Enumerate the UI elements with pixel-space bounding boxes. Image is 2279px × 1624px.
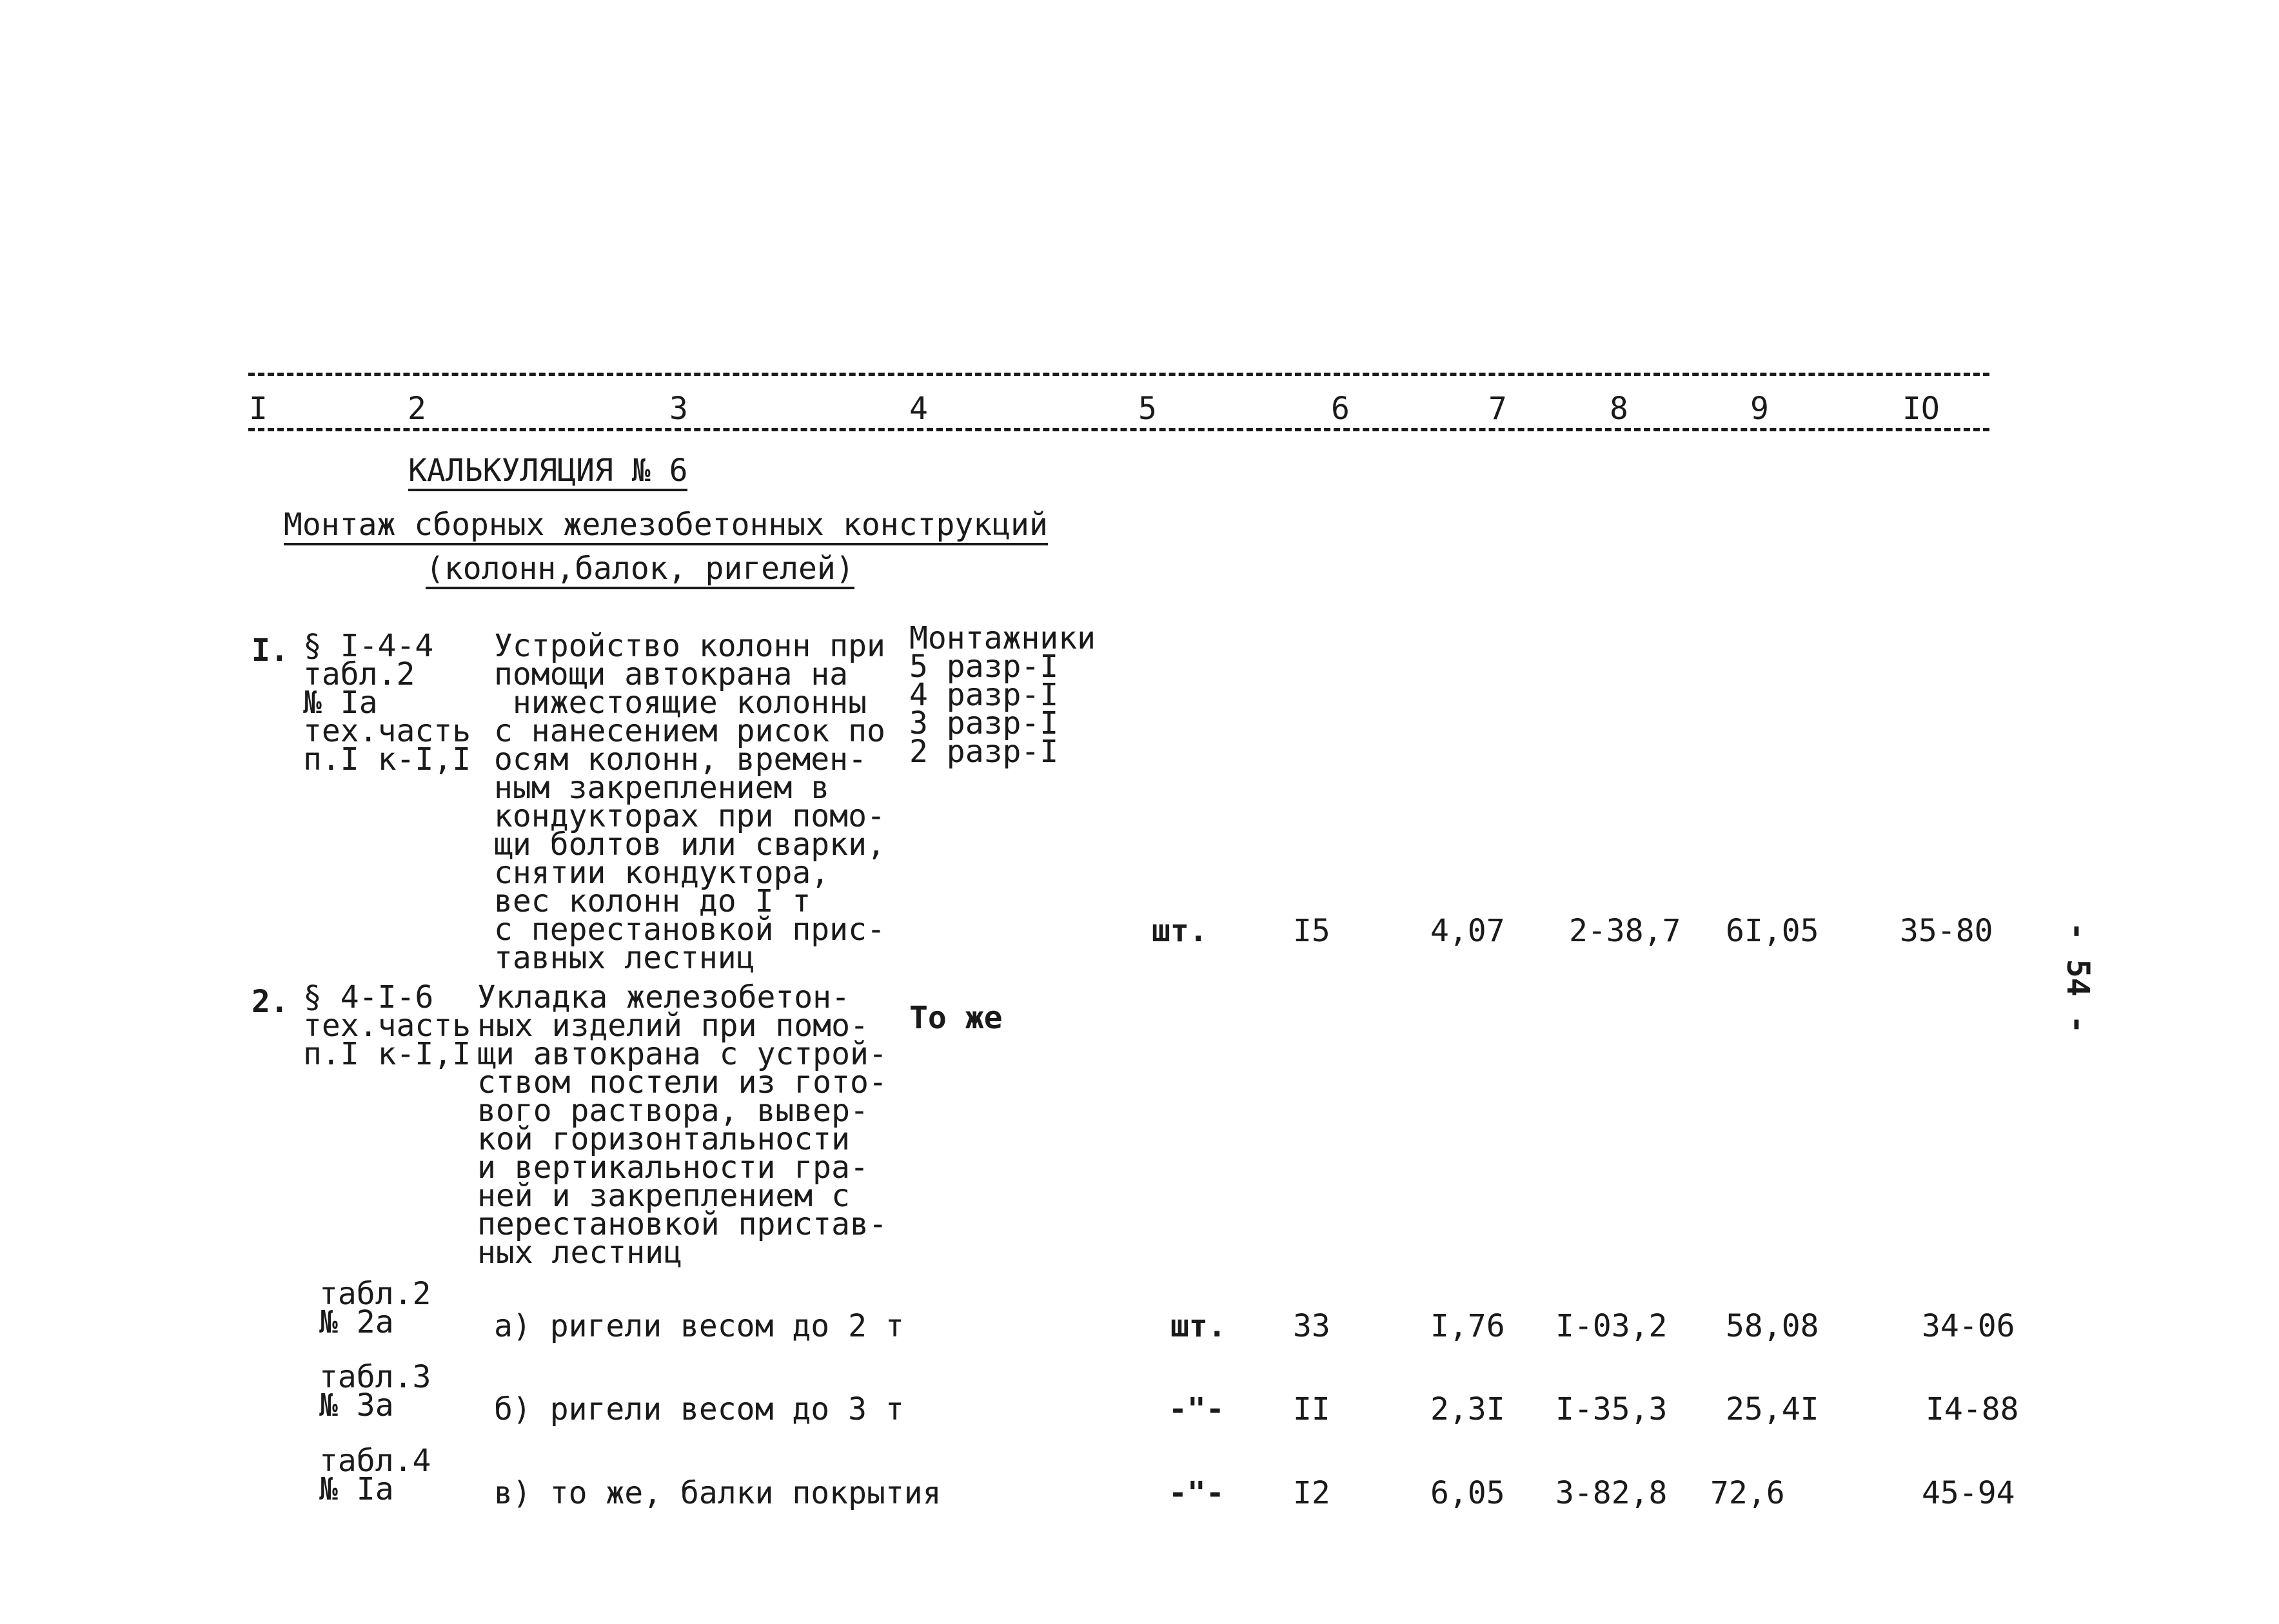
subrow-c-unit: -"-: [1169, 1475, 1225, 1511]
column-header-1: I: [249, 391, 268, 427]
row2-workers: То же: [909, 1000, 1003, 1036]
subrow-a-unit: шт.: [1170, 1308, 1227, 1344]
row1-cost: 35-80: [1900, 913, 1993, 949]
subrow-b-unit: -"-: [1169, 1391, 1225, 1427]
column-header-6: 6: [1331, 391, 1350, 427]
row2-number: 2.: [252, 984, 289, 1020]
row1-reference: § I-4-4 табл.2 № Iа тех.часть п.I к-I,I: [303, 628, 471, 778]
subrow-b-cost: I4-88: [1926, 1391, 2019, 1427]
subrow-a-quantity: 33: [1293, 1308, 1330, 1344]
row1-description: Устройство колонн при помощи автокрана на нижестоящие колонны с нанесением рисок по осям колонн, времен- ным закреплением в кондукторах при помо- щи болтов или сварки, снятии кондуктора, вес колонн до I т с перестановкой прис- тавных лестниц: [494, 628, 885, 976]
subrow-a-reference: табл.2 № 2а: [319, 1276, 431, 1340]
subrow-b-labor: 25,4I: [1726, 1391, 1819, 1427]
subrow-b-description: б) ригели весом до 3 т: [494, 1391, 904, 1427]
column-header-4: 4: [909, 391, 928, 427]
subrow-a-labor: 58,08: [1726, 1308, 1819, 1344]
column-header-10: IO: [1902, 391, 1940, 427]
column-header-7: 7: [1488, 391, 1507, 427]
header-top-rule: [248, 373, 1989, 376]
row2-description: Укладка железобетон- ных изделий при помо- щи автокрана с устрой- ством постели из гото- вого раствора, вывер- кой горизонтальности и вертикальности гра- ней и закреплением с перестановкой пристав- ных лестниц: [477, 979, 887, 1271]
row1-norm: 4,07: [1430, 913, 1505, 949]
row1-quantity: I5: [1293, 913, 1330, 949]
subrow-b-rate: I-35,3: [1555, 1391, 1668, 1427]
subrow-c-cost: 45-94: [1922, 1475, 2015, 1511]
page-number: - 54 -: [2060, 922, 2096, 1034]
subrow-c-quantity: I2: [1293, 1475, 1330, 1511]
subrow-c-reference: табл.4 № Iа: [319, 1443, 431, 1507]
subrow-b-quantity: II: [1293, 1391, 1330, 1427]
row1-workers: Монтажники 5 разр-I 4 разр-I 3 разр-I 2 разр-I: [909, 620, 1096, 770]
row2-reference: § 4-I-6 тех.часть п.I к-I,I: [303, 979, 471, 1072]
subrow-a-norm: I,76: [1430, 1308, 1505, 1344]
calculation-subtitle-line1: Монтаж сборных железобетонных конструкций: [284, 509, 1048, 545]
column-header-2: 2: [408, 391, 426, 427]
subrow-a-cost: 34-06: [1922, 1308, 2015, 1344]
subrow-c-labor: 72,6: [1710, 1475, 1785, 1511]
subrow-a-description: а) ригели весом до 2 т: [494, 1308, 904, 1344]
subrow-b-norm: 2,3I: [1430, 1391, 1505, 1427]
subrow-c-description: в) то же, балки покрытия: [494, 1475, 942, 1511]
row1-labor: 6I,05: [1726, 913, 1819, 949]
subrow-b-reference: табл.3 № 3а: [319, 1359, 431, 1423]
column-header-8: 8: [1610, 391, 1628, 427]
subrow-c-norm: 6,05: [1430, 1475, 1505, 1511]
column-header-5: 5: [1138, 391, 1157, 427]
row1-number: I.: [252, 632, 289, 669]
header-bottom-rule: [248, 428, 1989, 431]
column-header-3: 3: [669, 391, 688, 427]
row1-rate: 2-38,7: [1569, 913, 1681, 949]
row1-unit: шт.: [1152, 913, 1208, 949]
calculation-subtitle-line2: (колонн,балок, ригелей): [426, 553, 854, 589]
subrow-c-rate: 3-82,8: [1555, 1475, 1668, 1511]
subrow-a-rate: I-03,2: [1555, 1308, 1668, 1344]
calculation-title: КАЛЬКУЛЯЦИЯ № 6: [408, 455, 687, 491]
column-header-9: 9: [1750, 391, 1769, 427]
